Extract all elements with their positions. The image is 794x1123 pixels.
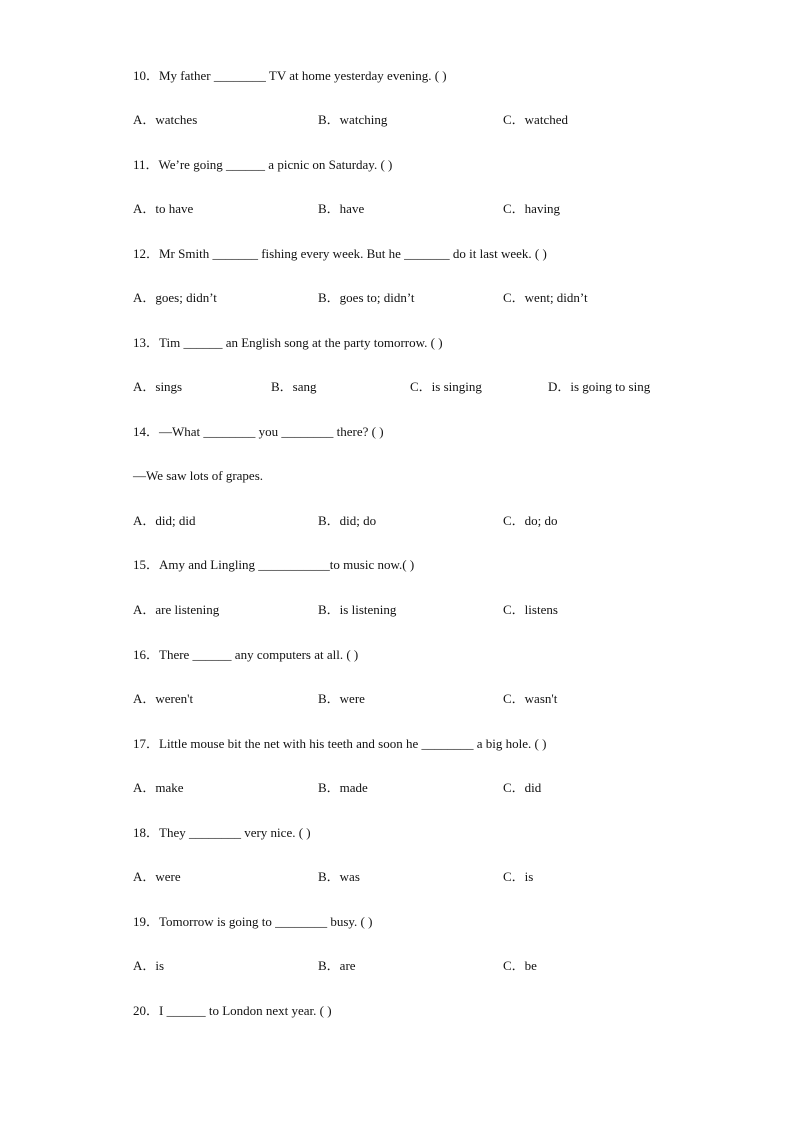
q15-option-a: A．are listening <box>133 602 220 617</box>
q16-option-a: A．weren't <box>133 691 194 706</box>
q14-option-b: B．did; do <box>318 513 377 528</box>
question-17: 17．Little mouse bit the net with his teeth and soon he ________ a big hole. ( ) <box>133 736 547 751</box>
question-12: 12．Mr Smith _______ fishing every week. But he _______ do it last week. ( ) <box>133 246 547 261</box>
q15-option-c: C．listens <box>503 602 558 617</box>
question-11: 11．We’re going ______ a picnic on Saturday. ( ) <box>133 157 393 172</box>
q13-option-a: A．sings <box>133 379 183 394</box>
q12-option-a: A．goes; didn’t <box>133 290 217 305</box>
q13-option-c: C．is singing <box>410 379 482 394</box>
q10-option-a: A．watches <box>133 112 198 127</box>
q16-option-c: C．wasn't <box>503 691 558 706</box>
q18-option-c: C．is <box>503 869 534 884</box>
q10-option-b: B．watching <box>318 112 388 127</box>
q11-option-c: C．having <box>503 201 561 216</box>
q18-option-b: B．was <box>318 869 360 884</box>
question-13: 13．Tim ______ an English song at the party tomorrow. ( ) <box>133 335 443 350</box>
q17-option-c: C．did <box>503 780 542 795</box>
q15-option-b: B．is listening <box>318 602 397 617</box>
question-14-dialog-reply: —We saw lots of grapes. <box>133 468 264 483</box>
question-15: 15．Amy and Lingling ___________to music now.( ) <box>133 557 415 572</box>
question-18: 18．They ________ very nice. ( ) <box>133 825 311 840</box>
q16-option-b: B．were <box>318 691 365 706</box>
q19-option-a: A．is <box>133 958 165 973</box>
question-16: 16．There ______ any computers at all. ( ) <box>133 647 359 662</box>
q13-option-d: D．is going to sing <box>548 379 651 394</box>
q10-option-c: C．watched <box>503 112 568 127</box>
q13-option-b: B．sang <box>271 379 317 394</box>
q18-option-a: A．were <box>133 869 181 884</box>
q14-option-a: A．did; did <box>133 513 196 528</box>
q12-option-b: B．goes to; didn’t <box>318 290 415 305</box>
question-14: 14．—What ________ you ________ there? ( ) <box>133 424 384 439</box>
question-20: 20．I ______ to London next year. ( ) <box>133 1003 332 1018</box>
q17-option-a: A．make <box>133 780 184 795</box>
q17-option-b: B．made <box>318 780 368 795</box>
q12-option-c: C．went; didn’t <box>503 290 588 305</box>
q11-option-a: A．to have <box>133 201 194 216</box>
q19-option-b: B．are <box>318 958 356 973</box>
question-10: 10．My father ________ TV at home yesterday evening. ( ) <box>133 68 447 83</box>
question-19: 19．Tomorrow is going to ________ busy. ( ) <box>133 914 373 929</box>
q11-option-b: B．have <box>318 201 365 216</box>
q19-option-c: C．be <box>503 958 537 973</box>
q14-option-c: C．do; do <box>503 513 558 528</box>
